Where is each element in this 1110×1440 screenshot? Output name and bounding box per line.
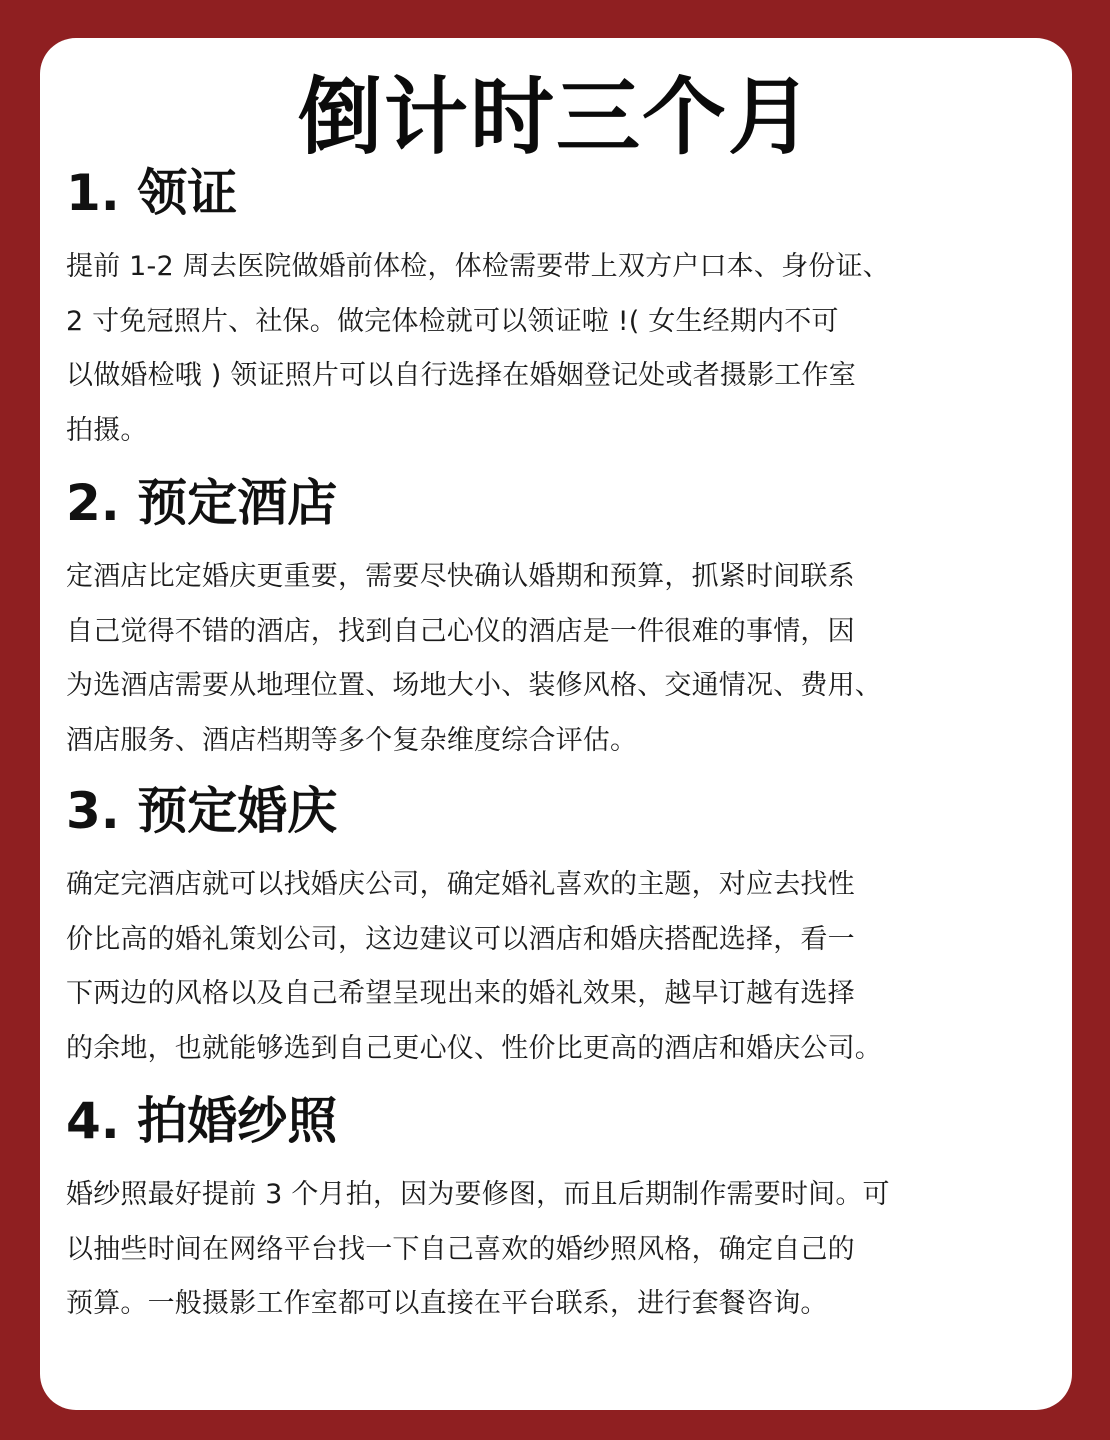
body-line: 预算。一般摄影工作室都可以直接在平台联系，进行套餐咨询。: [66, 1288, 828, 1319]
body-line: 以做婚检哦 ) 领证照片可以自行选择在婚姻登记处或者摄影工作室: [66, 360, 856, 391]
section-heading: 2. 预定酒店: [66, 474, 338, 532]
section-body: [66, 858, 1046, 1076]
body-line: 确定完酒店就可以找婚庆公司，确定婚礼喜欢的主题，对应去找性: [66, 869, 855, 900]
body-line: 婚纱照最好提前 3 个月拍，因为要修图，而且后期制作需要时间。可: [66, 1179, 890, 1210]
section-book-wedding-planner: [66, 780, 1046, 1076]
body-line: 定酒店比定婚庆更重要，需要尽快确认婚期和预算，抓紧时间联系: [66, 561, 855, 592]
section-marriage-certificate: [66, 162, 1046, 458]
body-line: 提前 1-2 周去医院做婚前体检，体检需要带上双方户口本、身份证、: [66, 251, 890, 282]
section-heading: 3. 预定婚庆: [66, 782, 338, 840]
section-wedding-photos: [66, 1090, 1046, 1332]
body-line: 拍摄。: [66, 414, 148, 446]
body-line: 酒店服务、酒店档期等多个复杂维度综合评估。: [66, 724, 638, 756]
section-body: [66, 550, 1046, 768]
body-line: 的余地，也就能够选到自己更心仪、性价比更高的酒店和婚庆公司。: [66, 1032, 882, 1064]
body-line: 以抽些时间在网络平台找一下自己喜欢的婚纱照风格，确定自己的: [66, 1233, 855, 1265]
section-book-hotel: [66, 472, 1046, 768]
body-line: 为选酒店需要从地理位置、场地大小、装修风格、交通情况、费用、: [66, 670, 882, 701]
page-title: 倒计时三个月: [297, 68, 814, 166]
section-heading: 1. 领证: [66, 164, 238, 222]
body-line: 2 寸免冠照片、社保。做完体检就可以领证啦 !( 女生经期内不可: [66, 305, 839, 337]
body-line: 自己觉得不错的酒店，找到自己心仪的酒店是一件很难的事情，因: [66, 615, 855, 647]
content-card: [40, 38, 1072, 1410]
body-line: 下两边的风格以及自己希望呈现出来的婚礼效果，越早订越有选择: [66, 978, 855, 1009]
section-body: [66, 240, 1046, 458]
body-line: 价比高的婚礼策划公司，这边建议可以酒店和婚庆搭配选择，看一: [66, 923, 855, 955]
section-heading: 4. 拍婚纱照: [66, 1092, 338, 1150]
section-body: [66, 1168, 1046, 1332]
